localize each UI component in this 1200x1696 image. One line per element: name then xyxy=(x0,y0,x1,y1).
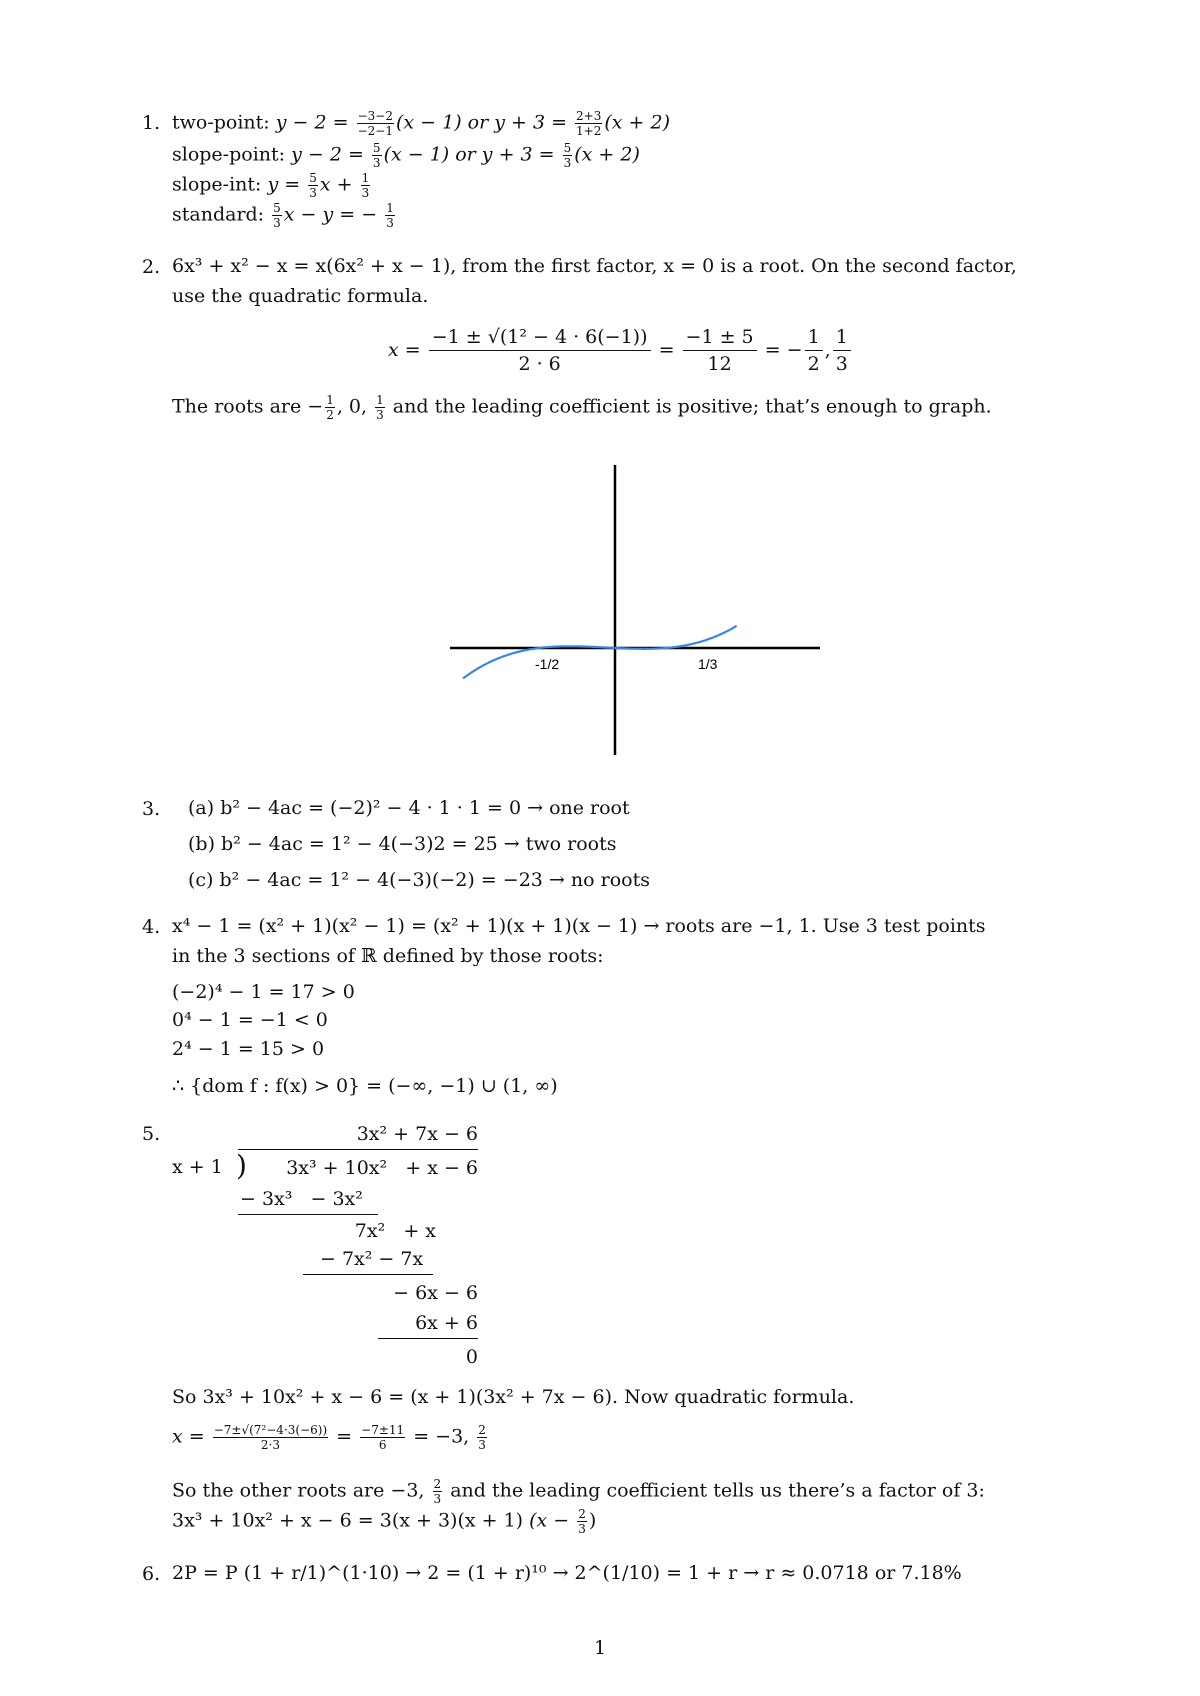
root-label-neg-half: -1/2 xyxy=(535,656,560,672)
frac-num: −1 ± 5 xyxy=(683,328,757,351)
ld-sub-3: 6x + 6 xyxy=(415,1312,478,1334)
qf-fraction xyxy=(213,1424,328,1451)
two-point-fraction-2 xyxy=(575,110,602,137)
frac-num: 1 xyxy=(805,328,823,351)
frac-den: 3 xyxy=(309,186,317,200)
qf-two-thirds xyxy=(477,1424,487,1451)
frac-den: 1+2 xyxy=(576,124,602,138)
two-point-fraction xyxy=(357,110,394,137)
problem-3-number: 3. xyxy=(142,798,161,820)
slope-point-end: (x + 2) xyxy=(574,143,640,166)
frac-den: 3 xyxy=(376,408,384,422)
slope-int-lhs: y = xyxy=(267,173,301,196)
standard-fraction xyxy=(272,202,282,229)
slope-fraction xyxy=(372,142,382,169)
roots-third xyxy=(375,394,385,421)
ld-dividend: 3x³ + 10x² + x − 6 xyxy=(286,1157,478,1179)
test-point-2: 0⁴ − 1 = −1 < 0 xyxy=(172,1009,328,1031)
fact-two-thirds xyxy=(577,1508,587,1535)
frac-num: 1 xyxy=(833,328,851,351)
frac-num: −7±√(7²−4·3(−6)) xyxy=(213,1423,328,1437)
frac-num: 5 xyxy=(273,201,281,215)
problem-3c: (c) b² − 4ac = 1² − 4(−3)(−2) = −23 → no roots xyxy=(188,869,650,891)
frac-num: 2 xyxy=(578,1507,586,1521)
ld-sub-1: − 3x³ − 3x² xyxy=(240,1188,363,1210)
roots-half xyxy=(325,394,335,421)
problem-4-conclusion: ∴ {dom f : f(x) > 0} = (−∞, −1) ∪ (1, ∞) xyxy=(172,1075,558,1097)
formula-lhs: x = xyxy=(388,339,421,361)
standard-line xyxy=(172,202,397,229)
frac-den: 2 xyxy=(807,353,820,375)
ld-rule-2 xyxy=(303,1274,433,1275)
slope-int-fraction xyxy=(308,172,318,199)
frac-num: 1 xyxy=(326,393,334,407)
slope-point-mid: (x − 1) or y + 3 = xyxy=(383,143,555,166)
problem-3b: (b) b² − 4ac = 1² − 4(−3)2 = 25 → two roots xyxy=(188,833,617,855)
frac-num: −3−2 xyxy=(357,109,393,123)
standard-label: standard: xyxy=(172,203,265,226)
problem-6-number: 6. xyxy=(142,1563,161,1585)
ld-bar xyxy=(238,1149,478,1150)
fact-close: ) xyxy=(588,1509,597,1532)
problem-5-so-2 xyxy=(172,1478,985,1505)
fact-open: (x − xyxy=(529,1509,570,1532)
slope-int-fraction-2 xyxy=(361,172,371,199)
ld-quotient: 3x² + 7x − 6 xyxy=(356,1123,478,1145)
frac-den: 3 xyxy=(273,216,281,230)
problem-5-number: 5. xyxy=(142,1123,161,1145)
standard-mid: x − y = − xyxy=(283,203,378,226)
frac-den: 3 xyxy=(563,156,572,170)
frac-den: −2−1 xyxy=(357,124,393,138)
frac-num: −1 ± √(1² − 4 · 6(−1)) xyxy=(429,328,651,351)
comma: , xyxy=(824,339,831,361)
frac-num: 1 xyxy=(361,171,370,185)
test-point-3: 2⁴ − 1 = 15 > 0 xyxy=(172,1038,325,1060)
problem-5-so-1: So 3x³ + 10x² + x − 6 = (x + 1)(3x² + 7x − 6). Now quadratic formula. xyxy=(172,1386,855,1408)
ld-bracket: ) xyxy=(236,1149,247,1182)
so2-two-thirds xyxy=(433,1478,443,1505)
frac-den: 2 · 6 xyxy=(518,353,561,375)
problem-4-number: 4. xyxy=(142,916,161,938)
frac-den: 3 xyxy=(478,1438,486,1452)
frac-den: 2·3 xyxy=(260,1438,280,1452)
formula-eq-2: = − xyxy=(764,339,803,361)
frac-den: 3 xyxy=(835,353,848,375)
frac-den: 3 xyxy=(361,186,370,200)
two-point-label: two-point: xyxy=(172,111,270,134)
frac-num: 2 xyxy=(478,1423,486,1437)
problem-5-factored xyxy=(172,1508,596,1535)
problem-4-line-2: in the 3 sections of ℝ defined by those roots: xyxy=(172,945,604,967)
qf-fraction-2 xyxy=(360,1424,405,1451)
quadratic-formula-display xyxy=(388,328,853,374)
cubic-curve xyxy=(463,626,737,679)
frac-den: 6 xyxy=(378,1438,387,1452)
ld-rem-1: 7x² + x xyxy=(354,1220,436,1242)
two-point-lhs: y − 2 = xyxy=(275,111,349,134)
half-fraction xyxy=(805,328,823,374)
frac-num: 5 xyxy=(372,141,381,155)
test-point-1: (−2)⁴ − 1 = 17 > 0 xyxy=(172,981,355,1003)
so2-pre: So the other roots are −3, xyxy=(172,1479,425,1502)
qf-eq: = xyxy=(336,1425,353,1448)
ld-rem-3: 0 xyxy=(465,1346,478,1368)
slope-int-line xyxy=(172,172,372,199)
frac-num: 1 xyxy=(386,201,394,215)
slope-point-line xyxy=(172,142,640,169)
frac-num: 5 xyxy=(563,141,572,155)
formula-fraction-2 xyxy=(683,328,757,374)
slope-fraction-2 xyxy=(563,142,573,169)
roots-post: and the leading coefficient is positive; that’s enough to graph. xyxy=(392,395,992,418)
ld-divisor: x + 1 xyxy=(172,1156,223,1178)
frac-den: 2 xyxy=(326,408,334,422)
problem-2-line-1: 6x³ + x² − x = x(6x² + x − 1), from the first factor, x = 0 is a root. On the second factor, xyxy=(172,255,1017,277)
frac-num: 2 xyxy=(433,1477,442,1491)
ld-rule-1 xyxy=(238,1214,378,1215)
page-number: 1 xyxy=(594,1637,607,1659)
cubic-graph xyxy=(440,455,830,760)
standard-fraction-2 xyxy=(385,202,395,229)
roots-mid: , 0, xyxy=(336,395,368,418)
roots-pre: The roots are − xyxy=(172,395,324,418)
problem-2-number: 2. xyxy=(142,256,161,278)
fact-pre: 3x³ + 10x² + x − 6 = 3(x + 3)(x + 1) xyxy=(172,1509,524,1532)
frac-den: 3 xyxy=(386,216,394,230)
slope-int-mid: x + xyxy=(319,173,353,196)
roots-line xyxy=(172,394,992,421)
frac-den: 3 xyxy=(578,1522,586,1536)
ld-rule-3 xyxy=(378,1338,478,1339)
formula-fraction xyxy=(429,328,651,374)
problem-5-qf xyxy=(172,1424,489,1451)
formula-eq: = xyxy=(658,339,675,361)
two-point-mid: (x − 1) or y + 3 = xyxy=(395,111,567,134)
root-label-third: 1/3 xyxy=(698,656,718,672)
frac-den: 3 xyxy=(433,1492,442,1506)
slope-point-label: slope-point: xyxy=(172,143,286,166)
problem-6-line: 2P = P (1 + r/1)^(1·10) → 2 = (1 + r)¹⁰ → 2^(1/10) = 1 + r → r ≈ 0.0718 or 7.18% xyxy=(172,1562,962,1584)
qf-lhs: x = xyxy=(172,1425,205,1448)
problem-4-line-1: x⁴ − 1 = (x² + 1)(x² − 1) = (x² + 1)(x + 1)(x − 1) → roots are −1, 1. Use 3 test points xyxy=(172,915,986,937)
frac-num: 5 xyxy=(309,171,317,185)
frac-num: 2+3 xyxy=(576,109,602,123)
problem-3a: (a) b² − 4ac = (−2)² − 4 · 1 · 1 = 0 → one root xyxy=(188,797,630,819)
slope-int-label: slope-int: xyxy=(172,173,262,196)
slope-point-lhs: y − 2 = xyxy=(291,143,364,166)
two-point-end: (x + 2) xyxy=(604,111,671,134)
problem-2-line-2: use the quadratic formula. xyxy=(172,285,429,307)
qf-res: = −3, xyxy=(413,1425,470,1448)
two-point-line xyxy=(172,110,670,137)
frac-den: 3 xyxy=(372,156,381,170)
ld-rem-2: − 6x − 6 xyxy=(393,1282,478,1304)
frac-den: 12 xyxy=(707,353,732,375)
third-fraction xyxy=(833,328,851,374)
problem-1-number: 1. xyxy=(142,112,161,134)
ld-sub-2: − 7x² − 7x xyxy=(320,1248,424,1270)
frac-num: −7±11 xyxy=(361,1423,405,1437)
frac-num: 1 xyxy=(376,393,384,407)
so2-post: and the leading coefficient tells us there’s a factor of 3: xyxy=(450,1479,985,1502)
